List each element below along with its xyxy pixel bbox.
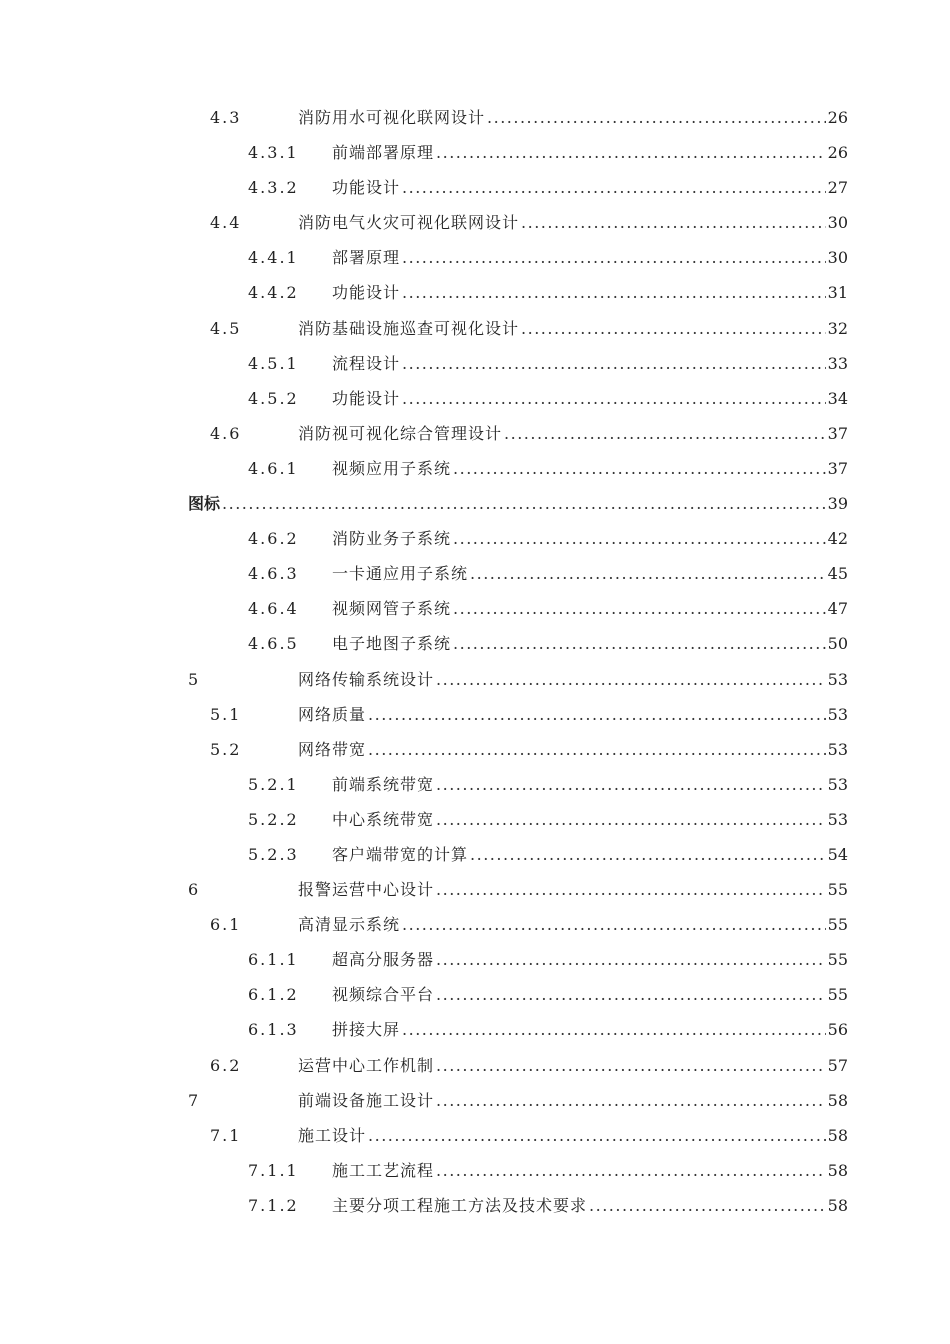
toc-entry-line: [332, 837, 848, 872]
table-of-contents: [0, 100, 950, 1223]
toc-page-number: 58: [827, 1160, 848, 1180]
toc-entry-title: 消防业务子系统: [332, 529, 452, 549]
toc-entry[interactable]: [0, 1153, 950, 1188]
toc-entry[interactable]: [0, 626, 950, 661]
toc-dot-leader: [402, 381, 826, 416]
toc-entry-title: 视频综合平台: [332, 985, 435, 1005]
toc-page-number: 33: [827, 353, 848, 373]
toc-page-number: 27: [827, 178, 848, 198]
toc-entry-line: [332, 451, 848, 486]
toc-entry-number: 6.1.1: [248, 950, 299, 970]
toc-entry[interactable]: [0, 170, 950, 205]
toc-entry-title: 功能设计: [332, 178, 401, 198]
toc-dot-leader: [453, 451, 826, 486]
toc-page-number: 54: [827, 844, 848, 864]
toc-dot-leader: [222, 486, 826, 521]
toc-entry[interactable]: [0, 416, 950, 451]
toc-entry-line: [332, 942, 848, 977]
toc-entry[interactable]: [0, 521, 950, 556]
toc-entry-line: [332, 556, 848, 591]
toc-page-number: 53: [827, 704, 848, 724]
toc-entry-line: [332, 977, 848, 1012]
toc-page-number: 37: [827, 423, 848, 443]
toc-entry-title: 视频网管子系统: [332, 599, 452, 619]
toc-entry-number: 5: [188, 669, 201, 689]
toc-entry[interactable]: [0, 942, 950, 977]
toc-entry-line: [332, 1188, 848, 1223]
toc-entry-line: [298, 100, 848, 135]
toc-dot-leader: [436, 135, 826, 170]
toc-entry[interactable]: [0, 591, 950, 626]
toc-page-number: 58: [827, 1090, 848, 1110]
toc-entry-line: [298, 1048, 848, 1083]
toc-entry-title: 前端部署原理: [332, 143, 435, 163]
toc-entry-line: [332, 381, 848, 416]
toc-entry-number: 6: [188, 880, 201, 900]
toc-page-number: 30: [827, 248, 848, 268]
toc-entry-title: 消防用水可视化联网设计: [298, 108, 486, 127]
toc-entry-line: [332, 1153, 848, 1188]
toc-entry-title: 消防基础设施巡查可视化设计: [298, 318, 520, 338]
toc-entry-number: 7: [188, 1090, 201, 1110]
toc-dot-leader: [436, 802, 826, 837]
toc-entry-line: [298, 311, 848, 346]
toc-page-number: 30: [827, 213, 848, 233]
toc-entry-line: [332, 240, 848, 275]
toc-entry-title: 施工设计: [298, 1125, 367, 1145]
toc-entry-title: 一卡通应用子系统: [332, 564, 469, 584]
toc-entry-number: 7.1: [210, 1125, 242, 1145]
toc-entry[interactable]: [0, 977, 950, 1012]
toc-entry[interactable]: [0, 205, 950, 240]
toc-entry-line: [332, 521, 848, 556]
toc-page-number: 58: [827, 1125, 848, 1145]
toc-entry-number: 4.5.1: [248, 353, 299, 373]
toc-dot-leader: [521, 311, 826, 346]
toc-entry-line: [298, 416, 848, 451]
toc-entry-title: 客户端带宽的计算: [332, 844, 469, 864]
toc-entry[interactable]: [0, 907, 950, 942]
toc-entry[interactable]: [0, 767, 950, 802]
toc-entry-title: 前端系统带宽: [332, 774, 435, 794]
toc-page-number: 39: [827, 494, 848, 514]
toc-entry-line: [298, 697, 848, 732]
toc-page-number: 26: [827, 143, 848, 163]
toc-entry[interactable]: [0, 275, 950, 310]
toc-entry[interactable]: [0, 802, 950, 837]
toc-entry-number: 4.5: [210, 318, 242, 338]
toc-page-number: 45: [827, 564, 848, 584]
toc-entry-number: 5.2.2: [248, 809, 299, 829]
toc-entry[interactable]: [0, 135, 950, 170]
toc-page-number: 53: [827, 809, 848, 829]
toc-entry-number: 5.1: [210, 704, 242, 724]
toc-dot-leader: [436, 662, 826, 697]
toc-entry-number: 4.3.1: [248, 143, 299, 163]
toc-entry-number: 6.1: [210, 915, 242, 935]
toc-entry-line: [298, 1118, 848, 1153]
toc-page-number: 56: [827, 1020, 848, 1040]
toc-entry[interactable]: [0, 346, 950, 381]
toc-entry-title: 消防电气火灾可视化联网设计: [298, 213, 520, 233]
toc-entry-number: 4.4.1: [248, 248, 299, 268]
toc-entry[interactable]: [0, 872, 950, 907]
toc-dot-leader: [402, 1012, 826, 1047]
toc-dot-leader: [436, 1048, 826, 1083]
toc-entry-title: 中心系统带宽: [332, 809, 435, 829]
toc-entry-title: 功能设计: [332, 283, 401, 303]
toc-entry[interactable]: [0, 381, 950, 416]
toc-entry-number: 6.2: [210, 1055, 242, 1075]
toc-page-number: 37: [827, 458, 848, 478]
toc-entry-number: 6.1.2: [248, 985, 299, 1005]
toc-entry-line: [332, 802, 848, 837]
toc-entry-number: 4.6.4: [248, 599, 299, 619]
toc-entry-title: 消防视可视化综合管理设计: [298, 423, 503, 443]
toc-entry-title: 超高分服务器: [332, 950, 435, 970]
toc-dot-leader: [470, 837, 826, 872]
toc-entry[interactable]: [0, 240, 950, 275]
toc-page-number: 32: [827, 318, 848, 338]
toc-entry-title: 功能设计: [332, 388, 401, 408]
toc-page-number: 50: [827, 634, 848, 654]
toc-dot-leader: [487, 100, 826, 135]
toc-dot-leader: [436, 942, 826, 977]
toc-entry-title: 图标: [188, 494, 221, 514]
toc-entry-number: 4.3.2: [248, 178, 299, 198]
toc-entry[interactable]: [0, 486, 950, 521]
toc-entry-line: [332, 346, 848, 381]
toc-entry-title: 主要分项工程施工方法及技术要求: [332, 1195, 588, 1215]
toc-dot-leader: [453, 626, 826, 661]
toc-entry-title: 电子地图子系统: [332, 634, 452, 654]
toc-dot-leader: [453, 591, 826, 626]
toc-entry-number: 4.4: [210, 213, 242, 233]
toc-entry-title: 网络传输系统设计: [298, 669, 435, 689]
toc-entry-line: [298, 907, 848, 942]
toc-entry[interactable]: [0, 556, 950, 591]
toc-dot-leader: [436, 767, 826, 802]
toc-dot-leader: [521, 205, 826, 240]
toc-entry-number: 4.5.2: [248, 388, 299, 408]
toc-entry-line: [332, 135, 848, 170]
toc-entry-line: [332, 1012, 848, 1047]
toc-dot-leader: [368, 1118, 826, 1153]
toc-entry-number: 5.2.3: [248, 844, 299, 864]
toc-entry[interactable]: [0, 1118, 950, 1153]
toc-entry-title: 报警运营中心设计: [298, 880, 435, 900]
toc-entry[interactable]: [0, 1048, 950, 1083]
toc-page-number: 31: [827, 283, 848, 303]
toc-entry-number: 7.1.1: [248, 1160, 299, 1180]
toc-page-number: 26: [827, 108, 848, 127]
toc-entry[interactable]: [0, 1083, 950, 1118]
toc-entry-line: [298, 872, 848, 907]
toc-entry-line: [332, 767, 848, 802]
toc-dot-leader: [402, 240, 826, 275]
toc-entry-title: 前端设备施工设计: [298, 1090, 435, 1110]
toc-entry-title: 部署原理: [332, 248, 401, 268]
toc-entry-number: 5.2.1: [248, 774, 299, 794]
toc-dot-leader: [368, 732, 826, 767]
toc-entry[interactable]: [0, 451, 950, 486]
toc-entry-number: 4.6.1: [248, 458, 299, 478]
toc-entry-number: 4.6.2: [248, 529, 299, 549]
toc-page-number: 55: [827, 950, 848, 970]
toc-page-number: 53: [827, 774, 848, 794]
toc-dot-leader: [436, 977, 826, 1012]
toc-entry[interactable]: [0, 311, 950, 346]
toc-entry-number: 4.6: [210, 423, 242, 443]
toc-page-number: 58: [827, 1195, 848, 1215]
toc-entry-title: 运营中心工作机制: [298, 1055, 435, 1075]
toc-entry-title: 视频应用子系统: [332, 458, 452, 478]
toc-dot-leader: [368, 697, 826, 732]
toc-entry-number: 5.2: [210, 739, 242, 759]
toc-entry-number: 4.4.2: [248, 283, 299, 303]
toc-page-number: 57: [827, 1055, 848, 1075]
toc-entry-line: [298, 662, 848, 697]
toc-entry[interactable]: [0, 732, 950, 767]
toc-entry-title: 施工工艺流程: [332, 1160, 435, 1180]
toc-entry-title: 网络质量: [298, 704, 367, 724]
toc-entry[interactable]: [0, 662, 950, 697]
toc-dot-leader: [436, 872, 826, 907]
toc-dot-leader: [504, 416, 826, 451]
toc-entry-line: [332, 275, 848, 310]
toc-dot-leader: [589, 1188, 826, 1223]
toc-dot-leader: [436, 1083, 826, 1118]
toc-entry-line: [188, 486, 848, 521]
toc-entry-line: [298, 1083, 848, 1118]
toc-entry[interactable]: [0, 1012, 950, 1047]
toc-page-number: 55: [827, 880, 848, 900]
toc-page-number: 47: [827, 599, 848, 619]
toc-entry-title: 流程设计: [332, 353, 401, 373]
toc-entry[interactable]: [0, 837, 950, 872]
toc-entry-number: 4.6.5: [248, 634, 299, 654]
toc-page-number: 53: [827, 669, 848, 689]
toc-entry-number: 4.3: [210, 108, 242, 127]
toc-entry-title: 网络带宽: [298, 739, 367, 759]
toc-entry[interactable]: [0, 697, 950, 732]
toc-page-number: 42: [827, 529, 848, 549]
toc-entry-line: [332, 591, 848, 626]
toc-entry[interactable]: [0, 1188, 950, 1223]
toc-dot-leader: [436, 1153, 826, 1188]
toc-dot-leader: [470, 556, 826, 591]
toc-dot-leader: [402, 346, 826, 381]
toc-dot-leader: [402, 907, 826, 942]
toc-dot-leader: [402, 275, 826, 310]
toc-page-number: 34: [827, 388, 848, 408]
toc-dot-leader: [402, 170, 826, 205]
toc-entry-number: 6.1.3: [248, 1020, 299, 1040]
toc-dot-leader: [453, 521, 826, 556]
toc-entry-line: [332, 626, 848, 661]
toc-entry-title: 高清显示系统: [298, 915, 401, 935]
toc-page-number: 53: [827, 739, 848, 759]
toc-entry-number: 7.1.2: [248, 1195, 299, 1215]
toc-page-number: 55: [827, 985, 848, 1005]
toc-entry[interactable]: [0, 100, 950, 135]
toc-page-number: 55: [827, 915, 848, 935]
toc-entry-title: 拼接大屏: [332, 1020, 401, 1040]
toc-entry-number: 4.6.3: [248, 564, 299, 584]
toc-entry-line: [332, 170, 848, 205]
toc-entry-line: [298, 732, 848, 767]
toc-entry-line: [298, 205, 848, 240]
